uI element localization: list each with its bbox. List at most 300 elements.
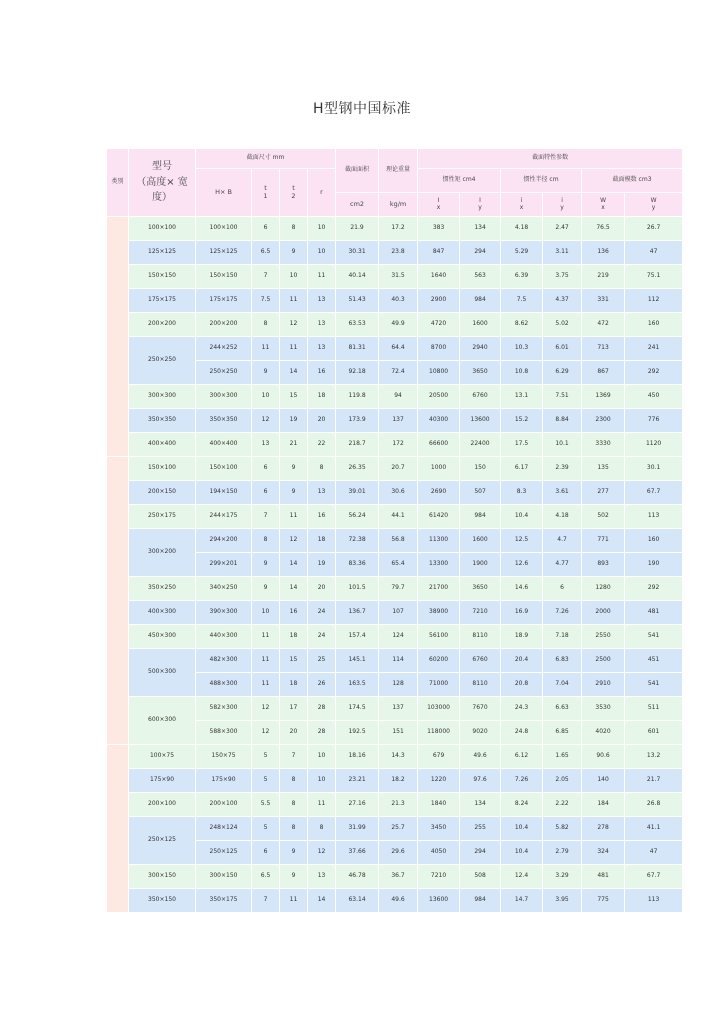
r-cell: 8 — [308, 817, 336, 841]
hb-cell: 150×150 — [196, 265, 252, 289]
area-cell: 72.38 — [336, 529, 379, 553]
table-row — [107, 697, 683, 721]
hb-cell: 125×125 — [196, 241, 252, 265]
rx-header: i x — [501, 193, 543, 217]
wx-cell: 481 — [582, 865, 625, 889]
wx-cell: 4020 — [582, 721, 625, 745]
ix-cell: 679 — [418, 745, 460, 769]
iy-cell: 49.6 — [460, 745, 501, 769]
wy-cell: 1120 — [625, 433, 683, 457]
hb-cell: 350×350 — [196, 409, 252, 433]
wy-cell: 160 — [625, 313, 683, 337]
table-row — [107, 745, 683, 769]
ry-cell: 4.7 — [543, 529, 582, 553]
model-cell: 350×350 — [129, 409, 196, 433]
wx-cell: 713 — [582, 337, 625, 361]
table-row — [107, 409, 683, 433]
ix-cell: 60200 — [418, 649, 460, 673]
area-cell: 101.5 — [336, 577, 379, 601]
hb-cell: 100×100 — [196, 217, 252, 241]
t1-cell: 6.5 — [252, 241, 280, 265]
weight-cell: 128 — [379, 673, 418, 697]
t2-cell: 9 — [280, 241, 308, 265]
wy-cell: 30.1 — [625, 457, 683, 481]
iy-cell: 1900 — [460, 553, 501, 577]
t1-cell: 7.5 — [252, 289, 280, 313]
model-header — [129, 149, 196, 217]
ry-cell: 5.02 — [543, 313, 582, 337]
hb-cell: 194×150 — [196, 481, 252, 505]
wy-cell: 47 — [625, 241, 683, 265]
area-cell: 63.14 — [336, 889, 379, 913]
iy-cell: 9020 — [460, 721, 501, 745]
wx-cell: 90.6 — [582, 745, 625, 769]
hb-cell: 248×124 — [196, 817, 252, 841]
t2-cell: 8 — [280, 217, 308, 241]
t1-cell: 8 — [252, 529, 280, 553]
iy-cell: 507 — [460, 481, 501, 505]
model-cell: 200×200 — [129, 313, 196, 337]
rx-cell: 8.3 — [501, 481, 543, 505]
t2-cell: 14 — [280, 553, 308, 577]
table-row — [107, 817, 683, 841]
wx-cell: 2910 — [582, 673, 625, 697]
ix-cell: 118000 — [418, 721, 460, 745]
hb-cell: 340×250 — [196, 577, 252, 601]
wy-cell: 67.7 — [625, 481, 683, 505]
weight-cell: 137 — [379, 409, 418, 433]
wx-cell: 331 — [582, 289, 625, 313]
r-cell: 18 — [308, 385, 336, 409]
area-cell: 27.16 — [336, 793, 379, 817]
hb-cell: 294×200 — [196, 529, 252, 553]
rx-cell: 12.4 — [501, 865, 543, 889]
wy-cell: 47 — [625, 841, 683, 865]
weight-cell: 151 — [379, 721, 418, 745]
area-cell: 92.18 — [336, 361, 379, 385]
iy-cell: 255 — [460, 817, 501, 841]
table-row — [107, 217, 683, 241]
rx-cell: 20.4 — [501, 649, 543, 673]
r-cell: 12 — [308, 841, 336, 865]
iy-cell: 97.6 — [460, 769, 501, 793]
wy-cell: 112 — [625, 289, 683, 313]
iy-cell: 984 — [460, 289, 501, 313]
t1-cell: 5 — [252, 745, 280, 769]
ry-cell: 8.84 — [543, 409, 582, 433]
area-cell: 173.9 — [336, 409, 379, 433]
area-cell: 26.35 — [336, 457, 379, 481]
ix-cell: 20500 — [418, 385, 460, 409]
r-cell: 25 — [308, 649, 336, 673]
ry-cell: 3.29 — [543, 865, 582, 889]
hb-cell: 350×175 — [196, 889, 252, 913]
wx-cell: 278 — [582, 817, 625, 841]
ix-cell: 1000 — [418, 457, 460, 481]
wy-cell: 160 — [625, 529, 683, 553]
area-cell: 39.01 — [336, 481, 379, 505]
wy-cell: 601 — [625, 721, 683, 745]
t2-cell: 11 — [280, 289, 308, 313]
t2-cell: 11 — [280, 337, 308, 361]
section-size-header: 截面尺寸 mm — [196, 149, 336, 169]
model-header-label: 型号 — [152, 161, 172, 173]
wy-cell: 67.7 — [625, 865, 683, 889]
iy-cell: 150 — [460, 457, 501, 481]
wy-cell: 21.7 — [625, 769, 683, 793]
r-cell: 20 — [308, 409, 336, 433]
weight-cell: 36.7 — [379, 865, 418, 889]
model-cell: 500×300 — [129, 649, 196, 697]
ix-cell: 40300 — [418, 409, 460, 433]
ix-cell: 383 — [418, 217, 460, 241]
t2-cell: 9 — [280, 481, 308, 505]
t1-cell: 6 — [252, 841, 280, 865]
rx-cell: 4.18 — [501, 217, 543, 241]
hb-cell: 482×300 — [196, 649, 252, 673]
r-cell: 11 — [308, 265, 336, 289]
area-cell: 37.66 — [336, 841, 379, 865]
ry-cell: 4.77 — [543, 553, 582, 577]
t1-cell: 7 — [252, 505, 280, 529]
ry-cell: 2.22 — [543, 793, 582, 817]
area-cell: 40.14 — [336, 265, 379, 289]
wx-cell: 771 — [582, 529, 625, 553]
rx-cell: 15.2 — [501, 409, 543, 433]
r-cell: 10 — [308, 769, 336, 793]
rx-cell: 24.3 — [501, 697, 543, 721]
t1-cell: 10 — [252, 385, 280, 409]
ix-cell: 1640 — [418, 265, 460, 289]
t2-cell: 19 — [280, 409, 308, 433]
ry-cell: 7.04 — [543, 673, 582, 697]
weight-cell: 20.7 — [379, 457, 418, 481]
ix-cell: 10800 — [418, 361, 460, 385]
wx-cell: 140 — [582, 769, 625, 793]
area-cell: 218.7 — [336, 433, 379, 457]
ix-cell: 1840 — [418, 793, 460, 817]
model-cell: 200×100 — [129, 793, 196, 817]
t2-cell: 9 — [280, 841, 308, 865]
t1-cell: 8 — [252, 313, 280, 337]
rx-cell: 13.1 — [501, 385, 543, 409]
wx-cell: 136 — [582, 241, 625, 265]
r-cell: 28 — [308, 721, 336, 745]
rx-cell: 8.24 — [501, 793, 543, 817]
wx-cell: 3330 — [582, 433, 625, 457]
hb-cell: 200×200 — [196, 313, 252, 337]
t2-cell: 10 — [280, 265, 308, 289]
model-cell: 250×125 — [129, 817, 196, 865]
hb-cell: 175×90 — [196, 769, 252, 793]
model-cell: 400×400 — [129, 433, 196, 457]
r-cell: 19 — [308, 553, 336, 577]
table-row — [107, 265, 683, 289]
rx-cell: 10.4 — [501, 817, 543, 841]
weight-cell: 124 — [379, 625, 418, 649]
model-cell: 125×125 — [129, 241, 196, 265]
model-cell: 100×75 — [129, 745, 196, 769]
rx-cell: 5.29 — [501, 241, 543, 265]
t1-header: t 1 — [252, 169, 280, 217]
hb-cell: 175×175 — [196, 289, 252, 313]
area-unit: cm2 — [336, 193, 379, 217]
area-header: 截面面积 — [336, 149, 379, 193]
rx-cell: 24.8 — [501, 721, 543, 745]
area-cell: 145.1 — [336, 649, 379, 673]
r-cell: 11 — [308, 793, 336, 817]
t1-cell: 7 — [252, 889, 280, 913]
wx-header: W x — [582, 193, 625, 217]
weight-cell: 18.2 — [379, 769, 418, 793]
t1-cell: 6 — [252, 217, 280, 241]
wy-cell: 450 — [625, 385, 683, 409]
model-cell: 100×100 — [129, 217, 196, 241]
rx-cell: 10.4 — [501, 505, 543, 529]
iy-cell: 7670 — [460, 697, 501, 721]
r-cell: 10 — [308, 745, 336, 769]
ix-cell: 1220 — [418, 769, 460, 793]
rx-cell: 7.26 — [501, 769, 543, 793]
inertia-header: 惯性矩 cm4 — [418, 169, 501, 193]
hb-cell: 244×175 — [196, 505, 252, 529]
iy-cell: 984 — [460, 889, 501, 913]
model-cell: 400×300 — [129, 601, 196, 625]
radius-header: 惯性半径 cm — [501, 169, 582, 193]
area-cell: 81.31 — [336, 337, 379, 361]
model-cell: 175×90 — [129, 769, 196, 793]
area-cell: 30.31 — [336, 241, 379, 265]
iy-cell: 508 — [460, 865, 501, 889]
t2-header: t 2 — [280, 169, 308, 217]
category-header: 类别 — [107, 149, 129, 217]
table-row — [107, 649, 683, 673]
table-row — [107, 313, 683, 337]
rx-cell: 12.5 — [501, 529, 543, 553]
t1-cell: 11 — [252, 649, 280, 673]
iy-cell: 134 — [460, 793, 501, 817]
t2-cell: 20 — [280, 721, 308, 745]
iy-cell: 563 — [460, 265, 501, 289]
wy-cell: 241 — [625, 337, 683, 361]
wx-cell: 472 — [582, 313, 625, 337]
weight-cell: 107 — [379, 601, 418, 625]
ix-cell: 13600 — [418, 889, 460, 913]
ry-cell: 4.18 — [543, 505, 582, 529]
t2-cell: 8 — [280, 769, 308, 793]
hb-cell: 150×100 — [196, 457, 252, 481]
wx-cell: 2500 — [582, 649, 625, 673]
table-row — [107, 385, 683, 409]
iy-cell: 3650 — [460, 577, 501, 601]
ix-cell: 56100 — [418, 625, 460, 649]
model-cell: 350×250 — [129, 577, 196, 601]
wy-cell: 113 — [625, 889, 683, 913]
iy-cell: 13600 — [460, 409, 501, 433]
t2-cell: 11 — [280, 889, 308, 913]
rx-cell: 14.6 — [501, 577, 543, 601]
area-cell: 192.5 — [336, 721, 379, 745]
wx-cell: 219 — [582, 265, 625, 289]
wx-cell: 76.5 — [582, 217, 625, 241]
r-cell: 13 — [308, 865, 336, 889]
iy-cell: 3650 — [460, 361, 501, 385]
model-cell: 250×250 — [129, 337, 196, 385]
t2-cell: 14 — [280, 361, 308, 385]
t1-cell: 5.5 — [252, 793, 280, 817]
t2-cell: 12 — [280, 529, 308, 553]
t1-cell: 9 — [252, 577, 280, 601]
rx-cell: 12.6 — [501, 553, 543, 577]
wx-cell: 324 — [582, 841, 625, 865]
ix-cell: 3450 — [418, 817, 460, 841]
weight-cell: 94 — [379, 385, 418, 409]
t1-cell: 9 — [252, 361, 280, 385]
model-cell: 175×175 — [129, 289, 196, 313]
iy-cell: 7210 — [460, 601, 501, 625]
ix-cell: 2900 — [418, 289, 460, 313]
r-cell: 13 — [308, 289, 336, 313]
r-cell: 24 — [308, 625, 336, 649]
wy-cell: 75.1 — [625, 265, 683, 289]
area-cell: 23.21 — [336, 769, 379, 793]
weight-cell: 31.5 — [379, 265, 418, 289]
t2-cell: 15 — [280, 649, 308, 673]
model-cell: 200×150 — [129, 481, 196, 505]
r-cell: 13 — [308, 337, 336, 361]
ry-cell: 6.01 — [543, 337, 582, 361]
weight-cell: 49.9 — [379, 313, 418, 337]
model-cell: 300×150 — [129, 865, 196, 889]
ry-cell: 2.79 — [543, 841, 582, 865]
rx-cell: 14.7 — [501, 889, 543, 913]
weight-cell: 17.2 — [379, 217, 418, 241]
area-cell: 63.53 — [336, 313, 379, 337]
model-cell: 350×150 — [129, 889, 196, 913]
weight-cell: 29.6 — [379, 841, 418, 865]
t1-cell: 6 — [252, 457, 280, 481]
hb-cell: 200×100 — [196, 793, 252, 817]
rx-cell: 18.9 — [501, 625, 543, 649]
hb-cell: 440×300 — [196, 625, 252, 649]
area-cell: 83.36 — [336, 553, 379, 577]
wx-cell: 1369 — [582, 385, 625, 409]
t2-cell: 16 — [280, 601, 308, 625]
ix-cell: 4720 — [418, 313, 460, 337]
ry-cell: 3.75 — [543, 265, 582, 289]
model-cell: 600×300 — [129, 697, 196, 745]
rx-cell: 7.5 — [501, 289, 543, 313]
t1-cell: 10 — [252, 601, 280, 625]
ry-cell: 7.18 — [543, 625, 582, 649]
table-row — [107, 457, 683, 481]
table-row — [107, 601, 683, 625]
weight-cell: 137 — [379, 697, 418, 721]
hb-cell: 299×201 — [196, 553, 252, 577]
table-header — [107, 149, 683, 217]
wy-cell: 776 — [625, 409, 683, 433]
rx-cell: 8.62 — [501, 313, 543, 337]
ix-cell: 103000 — [418, 697, 460, 721]
r-cell: 26 — [308, 673, 336, 697]
wx-cell: 1280 — [582, 577, 625, 601]
wx-cell: 3530 — [582, 697, 625, 721]
weight-cell: 14.3 — [379, 745, 418, 769]
wx-cell: 893 — [582, 553, 625, 577]
weight-cell: 40.3 — [379, 289, 418, 313]
wy-cell: 190 — [625, 553, 683, 577]
wx-cell: 2000 — [582, 601, 625, 625]
rx-cell: 6.39 — [501, 265, 543, 289]
wy-cell: 451 — [625, 649, 683, 673]
iy-cell: 6760 — [460, 649, 501, 673]
t1-cell: 9 — [252, 553, 280, 577]
page-title: H型钢中国标准 — [312, 101, 412, 117]
t2-cell: 17 — [280, 697, 308, 721]
table-row — [107, 481, 683, 505]
wy-cell: 13.2 — [625, 745, 683, 769]
area-cell: 163.5 — [336, 673, 379, 697]
t1-cell: 12 — [252, 409, 280, 433]
rx-cell: 17.5 — [501, 433, 543, 457]
ry-cell: 4.37 — [543, 289, 582, 313]
ix-cell: 61420 — [418, 505, 460, 529]
ix-cell: 8700 — [418, 337, 460, 361]
ry-cell: 5.82 — [543, 817, 582, 841]
table-row — [107, 793, 683, 817]
weight-cell: 25.7 — [379, 817, 418, 841]
t1-cell: 12 — [252, 721, 280, 745]
rx-cell: 6.17 — [501, 457, 543, 481]
iy-cell: 2940 — [460, 337, 501, 361]
wx-cell: 184 — [582, 793, 625, 817]
ix-cell: 2690 — [418, 481, 460, 505]
rx-cell: 10.8 — [501, 361, 543, 385]
iy-cell: 22400 — [460, 433, 501, 457]
iy-cell: 1600 — [460, 313, 501, 337]
iy-cell: 8110 — [460, 673, 501, 697]
table-row — [107, 769, 683, 793]
t2-cell: 21 — [280, 433, 308, 457]
wx-cell: 277 — [582, 481, 625, 505]
iy-cell: 6760 — [460, 385, 501, 409]
r-cell: 10 — [308, 217, 336, 241]
iy-cell: 134 — [460, 217, 501, 241]
table-row — [107, 433, 683, 457]
area-cell: 21.9 — [336, 217, 379, 241]
ix-cell: 21700 — [418, 577, 460, 601]
t2-cell: 12 — [280, 313, 308, 337]
table-row — [107, 289, 683, 313]
hb-cell: 150×75 — [196, 745, 252, 769]
hb-cell: 244×252 — [196, 337, 252, 361]
area-cell: 46.78 — [336, 865, 379, 889]
table-row — [107, 577, 683, 601]
ix-cell: 38900 — [418, 601, 460, 625]
t2-cell: 18 — [280, 625, 308, 649]
area-cell: 56.24 — [336, 505, 379, 529]
model-header-sub: （高度× 宽度） — [136, 176, 188, 204]
weight-cell: 72.4 — [379, 361, 418, 385]
ry-cell: 7.26 — [543, 601, 582, 625]
category-cell — [107, 217, 129, 457]
r-cell: 16 — [308, 505, 336, 529]
rx-cell: 6.12 — [501, 745, 543, 769]
wy-cell: 113 — [625, 505, 683, 529]
weight-cell: 30.6 — [379, 481, 418, 505]
t1-cell: 6.5 — [252, 865, 280, 889]
r-header: r — [308, 169, 336, 217]
